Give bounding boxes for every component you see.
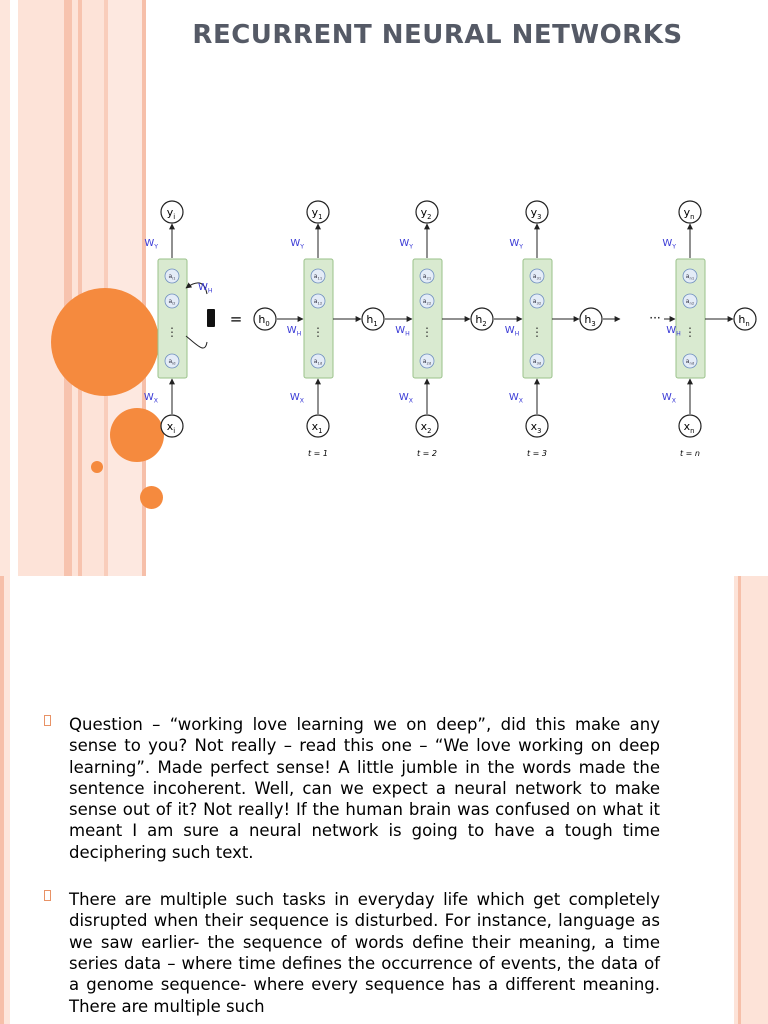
step-4-output: $y_n$ bbox=[683, 206, 695, 221]
folded-unit-label: $a_{i1}$ bbox=[168, 273, 176, 281]
timestep-label: t = 2 bbox=[416, 449, 438, 458]
step-3-wy-label: $W_Y$ bbox=[509, 238, 523, 251]
step-1-wx-label: $W_X$ bbox=[289, 392, 304, 405]
timestep-label: t = 3 bbox=[526, 449, 548, 458]
hidden-state-4: $h_n$ bbox=[738, 313, 750, 328]
bullet-text: There are multiple such tasks in everyday life which get completely disrupted when their sequence is disturbed. For instance, language as we saw earlier- the sequence of words define their meaning, a time series data – where time defines the occurrence of events, the data of a genome sequence- where every sequence has a different meaning. There are multiple such bbox=[69, 890, 660, 1016]
folded-wh-label: $W_H$ bbox=[198, 282, 213, 295]
folded-wx-label: $W_X$ bbox=[143, 392, 158, 405]
step-4-unit-label: $a_{nd}$ bbox=[685, 358, 695, 366]
step-2-wy-label: $W_Y$ bbox=[399, 238, 413, 251]
step-4-vdots: ⋮ bbox=[684, 325, 696, 339]
folded-unit-label: $a_{id}$ bbox=[168, 358, 176, 366]
step-4-input: $x_n$ bbox=[683, 420, 695, 435]
hidden-state-1: $h_1$ bbox=[366, 313, 378, 328]
wh-label: $W_H$ bbox=[395, 325, 410, 338]
step-1-output: $y_1$ bbox=[311, 206, 323, 221]
step-1-unit-label: $a_{12}$ bbox=[313, 298, 323, 306]
bullet-item bbox=[44, 889, 660, 1017]
bullet-marker-icon bbox=[44, 715, 51, 726]
step-2-wx-label: $W_X$ bbox=[398, 392, 413, 405]
step-4-unit-label: $a_{n1}$ bbox=[685, 273, 695, 281]
bullet-list bbox=[44, 714, 660, 1024]
step-2-vdots: ⋮ bbox=[421, 325, 433, 339]
slide-2 bbox=[0, 576, 768, 1024]
step-3-input: $x_3$ bbox=[530, 420, 542, 435]
step-3-unit-label: $a_{3d}$ bbox=[532, 358, 542, 366]
bullet-marker-icon bbox=[44, 890, 51, 901]
ellipsis: ··· bbox=[649, 311, 661, 325]
decor-stripe bbox=[741, 576, 768, 1024]
hidden-state-3: $h_3$ bbox=[584, 313, 596, 328]
wh-label: $W_H$ bbox=[504, 325, 520, 338]
equals-sign: = bbox=[229, 310, 243, 328]
folded-loop-arrow bbox=[186, 336, 207, 348]
step-4-wx-label: $W_X$ bbox=[661, 392, 676, 405]
decor-stripe bbox=[4, 576, 10, 1024]
folded-vdots: ⋮ bbox=[166, 325, 178, 339]
folded-input: $x_i$ bbox=[166, 420, 176, 435]
step-2-unit-label: $a_{21}$ bbox=[422, 273, 432, 281]
bullet-item bbox=[44, 714, 660, 863]
timestep-label: t = n bbox=[680, 449, 700, 458]
hidden-state-2: $h_2$ bbox=[475, 313, 487, 328]
step-1-input: $x_1$ bbox=[311, 420, 323, 435]
step-4-unit-label: $a_{n2}$ bbox=[685, 298, 695, 306]
wh-label: $W_H$ bbox=[666, 325, 681, 338]
hidden-state-h0: $h_0$ bbox=[258, 313, 270, 328]
delay-block bbox=[207, 309, 215, 327]
step-1-unit-label: $a_{11}$ bbox=[313, 273, 323, 281]
folded-output: $y_i$ bbox=[166, 206, 176, 221]
bullet-text: Question – “working love learning we on deep”, did this make any sense to you? Not really – read this one – “We love working on deep learning”. Made perfect sense! A little jumble in the words made the sentence incoherent. Well, can we expect a neural network to make sense out of it? Not really! If the human brain was confused on what it meant I am sure a neural network is going to have a tough time deciphering such text. bbox=[69, 715, 660, 862]
step-1-unit-label: $a_{1d}$ bbox=[313, 358, 323, 366]
step-3-unit-label: $a_{31}$ bbox=[532, 273, 542, 281]
timestep-label: t = 1 bbox=[307, 449, 329, 458]
step-2-output: $y_2$ bbox=[420, 206, 432, 221]
step-3-output: $y_3$ bbox=[530, 206, 542, 221]
step-1-vdots: ⋮ bbox=[312, 325, 324, 339]
step-2-input: $x_2$ bbox=[420, 420, 432, 435]
step-2-unit-label: $a_{2d}$ bbox=[422, 358, 432, 366]
folded-wy-label: $W_Y$ bbox=[144, 238, 158, 251]
step-1-wy-label: $W_Y$ bbox=[290, 238, 304, 251]
step-3-vdots: ⋮ bbox=[531, 325, 543, 339]
slide-title: RECURRENT NEURAL NETWORKS bbox=[192, 20, 683, 50]
wh-label: $W_H$ bbox=[286, 325, 302, 338]
step-4-wy-label: $W_Y$ bbox=[662, 238, 676, 251]
step-2-unit-label: $a_{22}$ bbox=[422, 298, 432, 306]
step-3-unit-label: $a_{32}$ bbox=[532, 298, 542, 306]
folded-unit-label: $a_{i2}$ bbox=[168, 298, 176, 306]
step-3-wx-label: $W_X$ bbox=[508, 392, 523, 405]
